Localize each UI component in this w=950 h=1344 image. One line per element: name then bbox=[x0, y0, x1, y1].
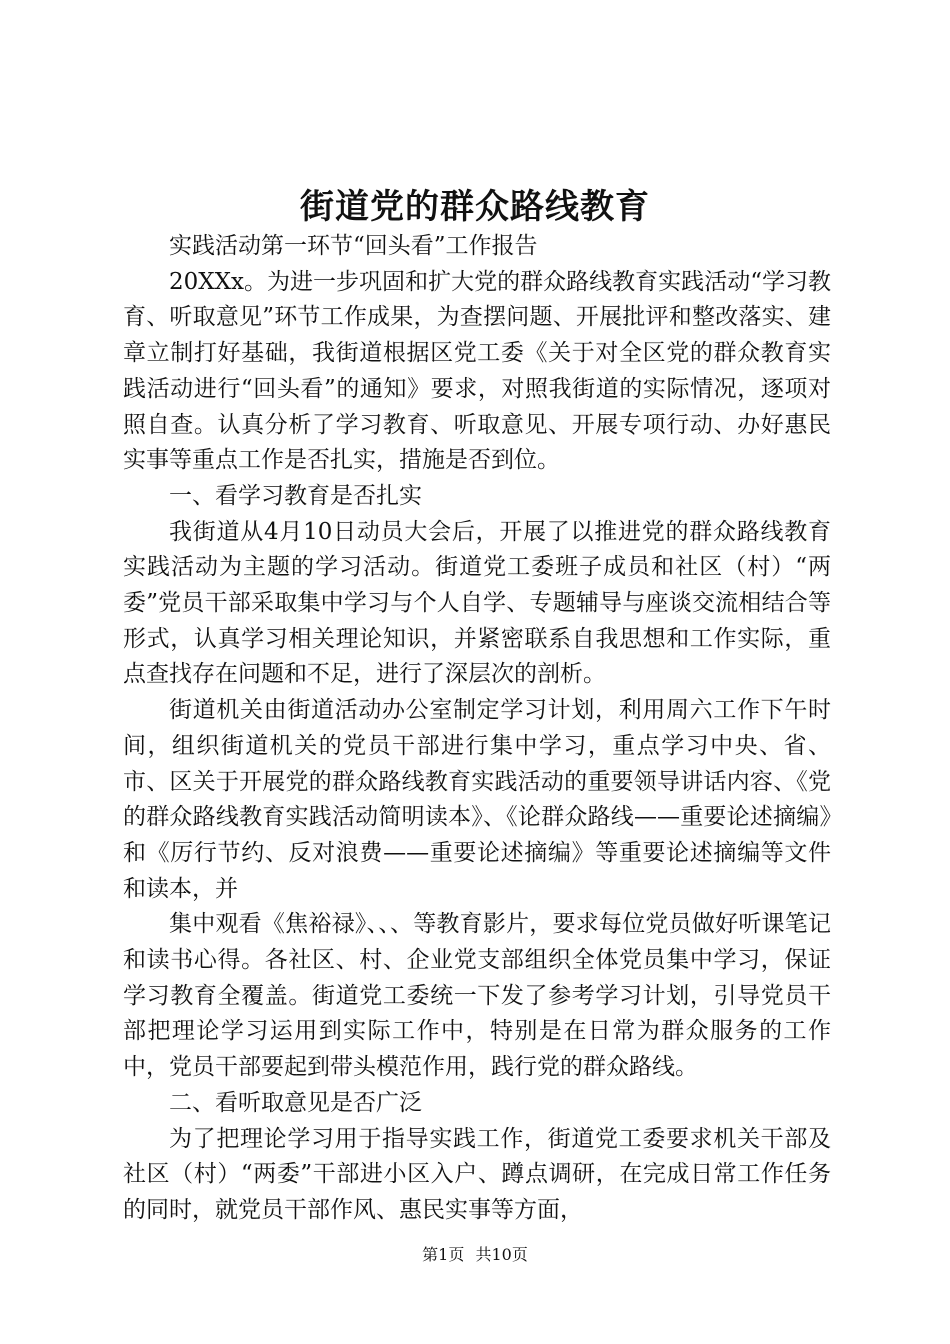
page-number-current: 第1页 bbox=[422, 1245, 465, 1264]
paragraph-listening: 为了把理论学习用于指导实践工作，街道党工委要求机关干部及社区（村）“两委”干部进小区入户、蹲点调研，在完成日常工作任务的同时，就党员干部作风、惠民实事等方面， bbox=[123, 1125, 831, 1223]
paragraph-subtitle: 实践活动第一环节“回头看”工作报告 bbox=[169, 233, 538, 259]
page-number-total: 共10页 bbox=[475, 1245, 528, 1264]
paragraph-intro: 20XXx。为进一步巩固和扩大党的群众路线教育实践活动“学习教育、听取意见”环节工作成果，为查摆问题、开展批评和整改落实、建章立制打好基础，我街道根据区党工委《关于对全区党的群众教育实践活动进行“回头看”的通知》要求，对照我街道的实际情况，逐项对照自查。认真分析了学习教育、听取意见、开展专项行动、办好惠民实事等重点工作是否扎实，措施是否到位。 bbox=[123, 268, 831, 474]
page-footer bbox=[0, 1244, 950, 1266]
section-heading-1: 一、看学习教育是否扎实 bbox=[169, 482, 422, 509]
section-heading-2: 二、看听取意见是否广泛 bbox=[169, 1089, 422, 1116]
document-title: 街道党的群众路线教育 bbox=[300, 187, 650, 227]
document-body bbox=[123, 229, 831, 1229]
paragraph-study-films: 集中观看《焦裕禄》、、、等教育影片，要求每位党员做好听课笔记和读书心得。各社区、村、企业党支部组织全体党员集中学习，保证学习教育全覆盖。街道党工委统一下发了参考学习计划，引导党员干部把理论学习运用到实际工作中，特别是在日常为群众服务的工作中，党员干部要起到带头模范作用，践行党的群众路线。 bbox=[123, 911, 831, 1081]
paragraph-study-activity: 我街道从4月10日动员大会后，开展了以推进党的群众路线教育实践活动为主题的学习活动。街道党工委班子成员和社区（村）“两委”党员干部采取集中学习与个人自学、专题辅导与座谈交流相结合等形式，认真学习相关理论知识，并紧密联系自我思想和工作实际，重点查找存在问题和不足，进行了深层次的剖析。 bbox=[123, 518, 831, 688]
paragraph-study-plan: 街道机关由街道活动办公室制定学习计划，利用周六工作下午时间，组织街道机关的党员干部进行集中学习，重点学习中央、省、市、区关于开展党的群众路线教育实践活动的重要领导讲话内容、《党的群众路线教育实践活动简明读本》、《论群众路线——重要论述摘编》和《厉行节约、反对浪费——重要论述摘编》等重要论述摘编等文件和读本，并 bbox=[123, 697, 831, 902]
